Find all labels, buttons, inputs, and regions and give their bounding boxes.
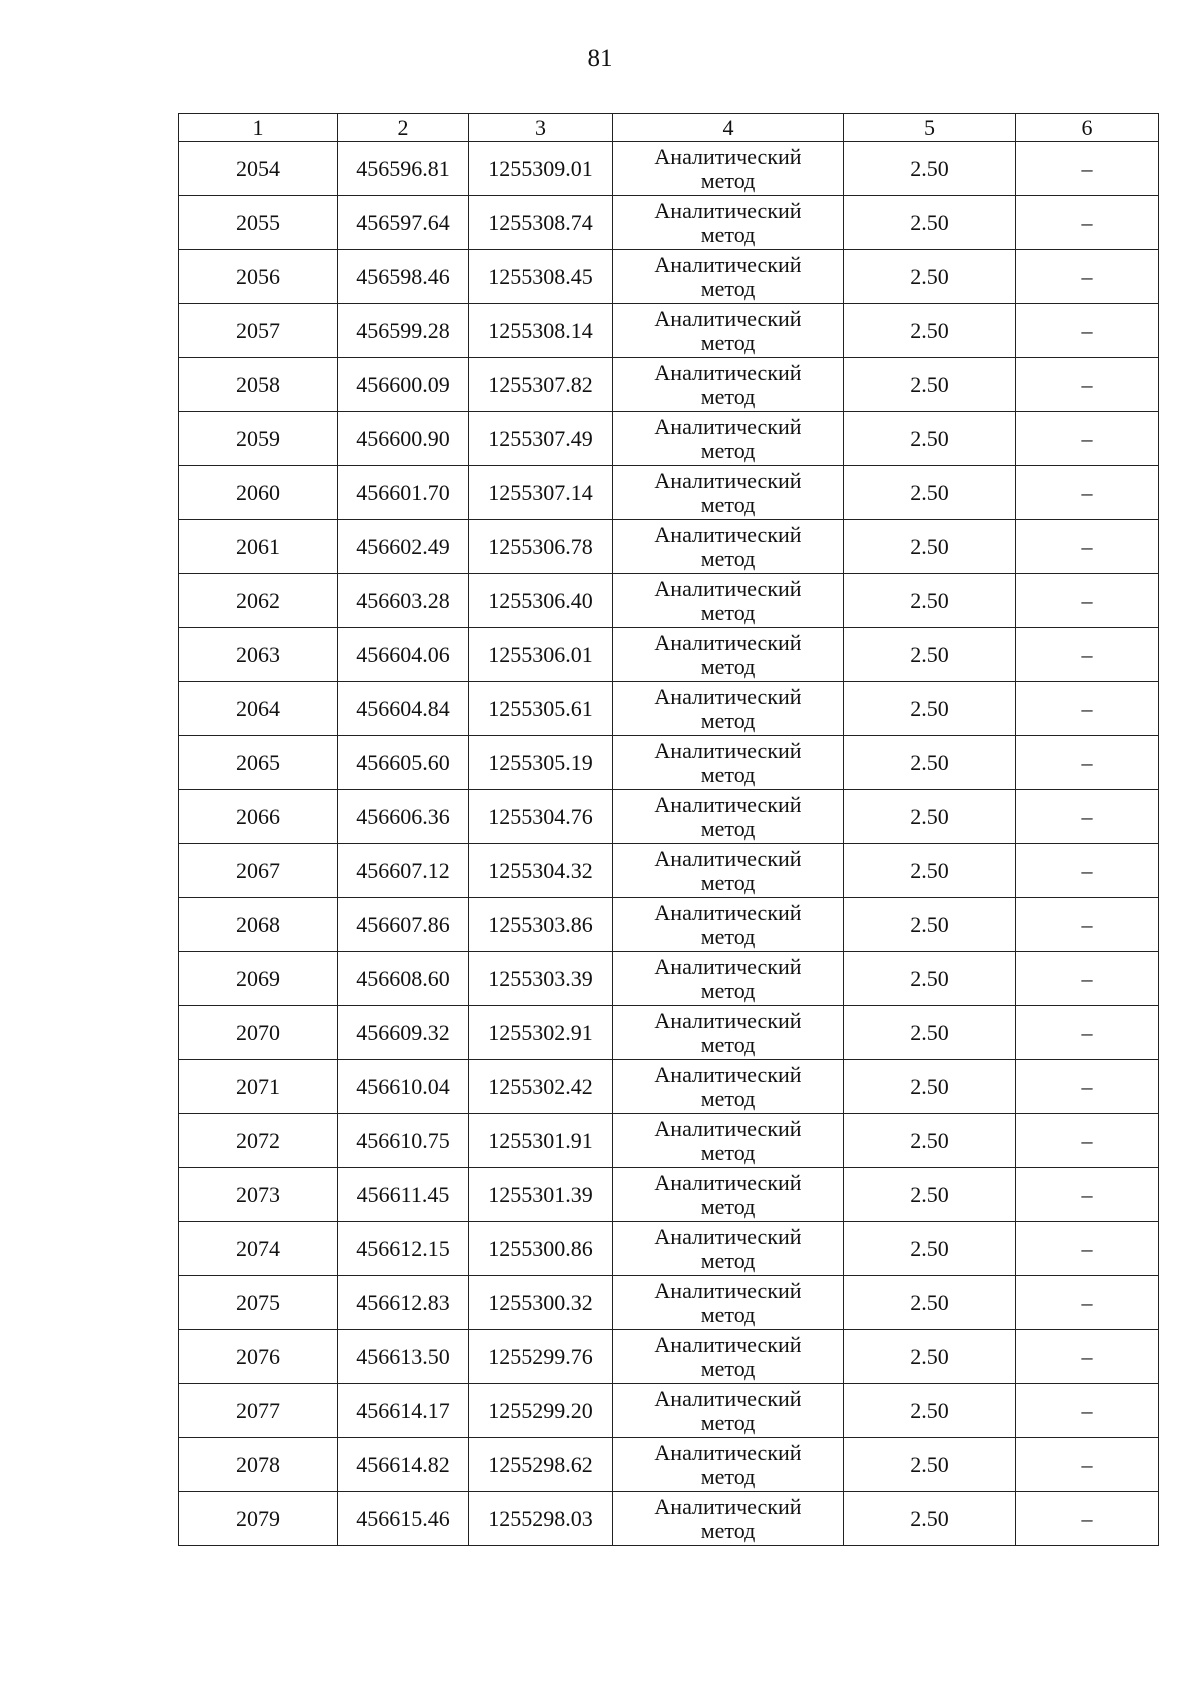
note-cell: –	[1016, 358, 1159, 412]
point-number-cell: 2074	[179, 1222, 338, 1276]
method-line-1: Аналитический	[654, 845, 802, 871]
method-line-1: Аналитический	[654, 1061, 802, 1087]
method-line-2: метод	[700, 1139, 756, 1165]
method-text	[654, 414, 801, 463]
method-line-2: метод	[700, 977, 756, 1003]
method-line-2: метод	[700, 275, 756, 301]
method-text	[654, 630, 801, 679]
method-line-1: Аналитический	[654, 467, 802, 493]
note-cell: –	[1016, 1222, 1159, 1276]
x-coordinate-cell: 456615.46	[338, 1492, 469, 1546]
note-cell: –	[1016, 1060, 1159, 1114]
note-cell: –	[1016, 196, 1159, 250]
y-coordinate-cell: 1255308.45	[469, 250, 613, 304]
point-number-cell: 2075	[179, 1276, 338, 1330]
method-line-1: Аналитический	[654, 521, 802, 547]
method-text	[654, 1008, 801, 1057]
method-cell	[613, 358, 844, 412]
method-text	[654, 576, 801, 625]
accuracy-value-cell: 2.50	[844, 1384, 1016, 1438]
method-cell	[613, 1330, 844, 1384]
header-cell-2: 2	[338, 114, 469, 142]
point-number-cell: 2069	[179, 952, 338, 1006]
method-text	[654, 1494, 801, 1543]
note-cell: –	[1016, 844, 1159, 898]
header-cell-1: 1	[179, 114, 338, 142]
x-coordinate-cell: 456604.84	[338, 682, 469, 736]
method-cell	[613, 682, 844, 736]
method-line-1: Аналитический	[654, 899, 802, 925]
method-line-1: Аналитический	[654, 359, 802, 385]
method-line-1: Аналитический	[654, 413, 802, 439]
note-cell: –	[1016, 1492, 1159, 1546]
y-coordinate-cell: 1255303.39	[469, 952, 613, 1006]
point-number-cell: 2070	[179, 1006, 338, 1060]
method-text	[654, 144, 801, 193]
point-number-cell: 2060	[179, 466, 338, 520]
y-coordinate-cell: 1255306.78	[469, 520, 613, 574]
y-coordinate-cell: 1255299.20	[469, 1384, 613, 1438]
method-line-1: Аналитический	[654, 305, 802, 331]
method-line-1: Аналитический	[654, 953, 802, 979]
point-number-cell: 2067	[179, 844, 338, 898]
table-row	[179, 466, 1159, 520]
point-number-cell: 2065	[179, 736, 338, 790]
x-coordinate-cell: 456597.64	[338, 196, 469, 250]
method-line-1: Аналитический	[654, 197, 802, 223]
accuracy-value-cell: 2.50	[844, 1330, 1016, 1384]
method-cell	[613, 1006, 844, 1060]
x-coordinate-cell: 456599.28	[338, 304, 469, 358]
method-line-1: Аналитический	[654, 575, 802, 601]
x-coordinate-cell: 456612.15	[338, 1222, 469, 1276]
method-line-1: Аналитический	[654, 1169, 802, 1195]
method-cell	[613, 790, 844, 844]
y-coordinate-cell: 1255305.19	[469, 736, 613, 790]
table-row	[179, 1222, 1159, 1276]
note-cell: –	[1016, 412, 1159, 466]
method-line-1: Аналитический	[654, 1439, 802, 1465]
accuracy-value-cell: 2.50	[844, 250, 1016, 304]
method-line-2: метод	[700, 383, 756, 409]
method-line-2: метод	[700, 815, 756, 841]
accuracy-value-cell: 2.50	[844, 790, 1016, 844]
method-cell	[613, 1222, 844, 1276]
method-line-2: метод	[700, 1463, 756, 1489]
method-text	[654, 1062, 801, 1111]
method-line-1: Аналитический	[654, 1007, 802, 1033]
x-coordinate-cell: 456611.45	[338, 1168, 469, 1222]
y-coordinate-cell: 1255306.40	[469, 574, 613, 628]
method-text	[654, 252, 801, 301]
point-number-cell: 2057	[179, 304, 338, 358]
note-cell: –	[1016, 1276, 1159, 1330]
method-line-1: Аналитический	[654, 1385, 802, 1411]
accuracy-value-cell: 2.50	[844, 1438, 1016, 1492]
method-text	[654, 792, 801, 841]
table-row	[179, 952, 1159, 1006]
accuracy-value-cell: 2.50	[844, 142, 1016, 196]
table-row	[179, 1384, 1159, 1438]
header-cell-6: 6	[1016, 114, 1159, 142]
x-coordinate-cell: 456602.49	[338, 520, 469, 574]
y-coordinate-cell: 1255304.32	[469, 844, 613, 898]
point-number-cell: 2059	[179, 412, 338, 466]
note-cell: –	[1016, 250, 1159, 304]
point-number-cell: 2058	[179, 358, 338, 412]
method-line-2: метод	[700, 707, 756, 733]
x-coordinate-cell: 456596.81	[338, 142, 469, 196]
accuracy-value-cell: 2.50	[844, 520, 1016, 574]
accuracy-value-cell: 2.50	[844, 412, 1016, 466]
table-row	[179, 358, 1159, 412]
method-line-2: метод	[700, 923, 756, 949]
y-coordinate-cell: 1255305.61	[469, 682, 613, 736]
header-row	[179, 114, 1159, 142]
method-cell	[613, 952, 844, 1006]
method-line-2: метод	[700, 491, 756, 517]
method-cell	[613, 1060, 844, 1114]
point-number-cell: 2073	[179, 1168, 338, 1222]
method-cell	[613, 736, 844, 790]
table-row	[179, 790, 1159, 844]
y-coordinate-cell: 1255302.42	[469, 1060, 613, 1114]
method-cell	[613, 898, 844, 952]
note-cell: –	[1016, 142, 1159, 196]
table-row	[179, 304, 1159, 358]
table-row	[179, 412, 1159, 466]
method-line-1: Аналитический	[654, 1223, 802, 1249]
method-text	[654, 1332, 801, 1381]
x-coordinate-cell: 456604.06	[338, 628, 469, 682]
table-row	[179, 196, 1159, 250]
note-cell: –	[1016, 520, 1159, 574]
method-text	[654, 1224, 801, 1273]
point-number-cell: 2077	[179, 1384, 338, 1438]
method-line-2: метод	[700, 1517, 756, 1543]
note-cell: –	[1016, 304, 1159, 358]
method-line-2: метод	[700, 1085, 756, 1111]
method-line-1: Аналитический	[654, 1493, 802, 1519]
method-line-2: метод	[700, 1247, 756, 1273]
method-line-2: метод	[700, 545, 756, 571]
table-row	[179, 844, 1159, 898]
method-line-1: Аналитический	[654, 143, 802, 169]
method-line-2: метод	[700, 761, 756, 787]
x-coordinate-cell: 456610.75	[338, 1114, 469, 1168]
point-number-cell: 2072	[179, 1114, 338, 1168]
method-cell	[613, 1492, 844, 1546]
method-text	[654, 1386, 801, 1435]
table-row	[179, 1330, 1159, 1384]
method-cell	[613, 574, 844, 628]
method-cell	[613, 196, 844, 250]
note-cell: –	[1016, 952, 1159, 1006]
note-cell: –	[1016, 1438, 1159, 1492]
method-line-2: метод	[700, 599, 756, 625]
method-cell	[613, 1384, 844, 1438]
point-number-cell: 2063	[179, 628, 338, 682]
x-coordinate-cell: 456607.86	[338, 898, 469, 952]
note-cell: –	[1016, 1330, 1159, 1384]
method-cell	[613, 1438, 844, 1492]
x-coordinate-cell: 456598.46	[338, 250, 469, 304]
method-cell	[613, 1114, 844, 1168]
method-cell	[613, 628, 844, 682]
point-number-cell: 2055	[179, 196, 338, 250]
note-cell: –	[1016, 736, 1159, 790]
table-row	[179, 1114, 1159, 1168]
y-coordinate-cell: 1255303.86	[469, 898, 613, 952]
accuracy-value-cell: 2.50	[844, 466, 1016, 520]
accuracy-value-cell: 2.50	[844, 736, 1016, 790]
point-number-cell: 2068	[179, 898, 338, 952]
y-coordinate-cell: 1255306.01	[469, 628, 613, 682]
note-cell: –	[1016, 628, 1159, 682]
table-row	[179, 898, 1159, 952]
y-coordinate-cell: 1255299.76	[469, 1330, 613, 1384]
accuracy-value-cell: 2.50	[844, 1114, 1016, 1168]
y-coordinate-cell: 1255308.74	[469, 196, 613, 250]
coordinates-table	[178, 113, 1159, 1546]
method-line-2: метод	[700, 437, 756, 463]
table-row	[179, 628, 1159, 682]
method-line-2: метод	[700, 167, 756, 193]
table-row	[179, 1492, 1159, 1546]
page-number: 81	[587, 45, 613, 72]
method-line-2: метод	[700, 1409, 756, 1435]
point-number-cell: 2079	[179, 1492, 338, 1546]
method-line-2: метод	[700, 221, 756, 247]
accuracy-value-cell: 2.50	[844, 898, 1016, 952]
method-text	[654, 1116, 801, 1165]
point-number-cell: 2078	[179, 1438, 338, 1492]
x-coordinate-cell: 456613.50	[338, 1330, 469, 1384]
method-cell	[613, 250, 844, 304]
method-cell	[613, 1168, 844, 1222]
y-coordinate-cell: 1255307.82	[469, 358, 613, 412]
header-cell-3: 3	[469, 114, 613, 142]
method-line-1: Аналитический	[654, 1277, 802, 1303]
x-coordinate-cell: 456614.82	[338, 1438, 469, 1492]
table-row	[179, 736, 1159, 790]
x-coordinate-cell: 456612.83	[338, 1276, 469, 1330]
note-cell: –	[1016, 1006, 1159, 1060]
method-text	[654, 198, 801, 247]
accuracy-value-cell: 2.50	[844, 574, 1016, 628]
table-row	[179, 1276, 1159, 1330]
method-text	[654, 900, 801, 949]
accuracy-value-cell: 2.50	[844, 844, 1016, 898]
accuracy-value-cell: 2.50	[844, 628, 1016, 682]
y-coordinate-cell: 1255308.14	[469, 304, 613, 358]
method-text	[654, 684, 801, 733]
method-line-2: метод	[700, 1355, 756, 1381]
accuracy-value-cell: 2.50	[844, 682, 1016, 736]
point-number-cell: 2062	[179, 574, 338, 628]
x-coordinate-cell: 456609.32	[338, 1006, 469, 1060]
table-row	[179, 1168, 1159, 1222]
point-number-cell: 2064	[179, 682, 338, 736]
y-coordinate-cell: 1255298.03	[469, 1492, 613, 1546]
method-text	[654, 846, 801, 895]
x-coordinate-cell: 456600.90	[338, 412, 469, 466]
point-number-cell: 2076	[179, 1330, 338, 1384]
method-text	[654, 1278, 801, 1327]
y-coordinate-cell: 1255309.01	[469, 142, 613, 196]
method-line-1: Аналитический	[654, 737, 802, 763]
method-cell	[613, 1276, 844, 1330]
accuracy-value-cell: 2.50	[844, 1222, 1016, 1276]
y-coordinate-cell: 1255301.39	[469, 1168, 613, 1222]
note-cell: –	[1016, 682, 1159, 736]
accuracy-value-cell: 2.50	[844, 304, 1016, 358]
table-row	[179, 574, 1159, 628]
y-coordinate-cell: 1255300.86	[469, 1222, 613, 1276]
accuracy-value-cell: 2.50	[844, 196, 1016, 250]
method-line-2: метод	[700, 869, 756, 895]
x-coordinate-cell: 456603.28	[338, 574, 469, 628]
x-coordinate-cell: 456607.12	[338, 844, 469, 898]
table-row	[179, 1006, 1159, 1060]
method-line-1: Аналитический	[654, 791, 802, 817]
y-coordinate-cell: 1255307.14	[469, 466, 613, 520]
y-coordinate-cell: 1255300.32	[469, 1276, 613, 1330]
method-line-2: метод	[700, 329, 756, 355]
method-text	[654, 360, 801, 409]
table-row	[179, 250, 1159, 304]
x-coordinate-cell: 456605.60	[338, 736, 469, 790]
point-number-cell: 2071	[179, 1060, 338, 1114]
method-cell	[613, 466, 844, 520]
table-row	[179, 1060, 1159, 1114]
accuracy-value-cell: 2.50	[844, 1276, 1016, 1330]
note-cell: –	[1016, 466, 1159, 520]
method-line-1: Аналитический	[654, 1115, 802, 1141]
method-text	[654, 468, 801, 517]
y-coordinate-cell: 1255298.62	[469, 1438, 613, 1492]
accuracy-value-cell: 2.50	[844, 1168, 1016, 1222]
x-coordinate-cell: 456610.04	[338, 1060, 469, 1114]
method-cell	[613, 412, 844, 466]
method-line-1: Аналитический	[654, 683, 802, 709]
accuracy-value-cell: 2.50	[844, 1006, 1016, 1060]
x-coordinate-cell: 456606.36	[338, 790, 469, 844]
table-row	[179, 520, 1159, 574]
point-number-cell: 2056	[179, 250, 338, 304]
note-cell: –	[1016, 1384, 1159, 1438]
note-cell: –	[1016, 898, 1159, 952]
y-coordinate-cell: 1255307.49	[469, 412, 613, 466]
method-line-2: метод	[700, 653, 756, 679]
method-cell	[613, 304, 844, 358]
accuracy-value-cell: 2.50	[844, 952, 1016, 1006]
table-row	[179, 682, 1159, 736]
table-body	[179, 142, 1159, 1546]
table-header	[179, 114, 1159, 142]
note-cell: –	[1016, 574, 1159, 628]
note-cell: –	[1016, 1168, 1159, 1222]
method-cell	[613, 520, 844, 574]
note-cell: –	[1016, 790, 1159, 844]
table-row	[179, 1438, 1159, 1492]
note-cell: –	[1016, 1114, 1159, 1168]
header-cell-4: 4	[613, 114, 844, 142]
method-text	[654, 306, 801, 355]
point-number-cell: 2061	[179, 520, 338, 574]
x-coordinate-cell: 456600.09	[338, 358, 469, 412]
method-text	[654, 1440, 801, 1489]
table-row	[179, 142, 1159, 196]
y-coordinate-cell: 1255301.91	[469, 1114, 613, 1168]
method-line-2: метод	[700, 1031, 756, 1057]
point-number-cell: 2054	[179, 142, 338, 196]
y-coordinate-cell: 1255304.76	[469, 790, 613, 844]
method-text	[654, 522, 801, 571]
x-coordinate-cell: 456614.17	[338, 1384, 469, 1438]
method-line-1: Аналитический	[654, 629, 802, 655]
method-line-1: Аналитический	[654, 251, 802, 277]
method-text	[654, 1170, 801, 1219]
method-line-2: метод	[700, 1193, 756, 1219]
method-cell	[613, 142, 844, 196]
method-line-1: Аналитический	[654, 1331, 802, 1357]
x-coordinate-cell: 456601.70	[338, 466, 469, 520]
accuracy-value-cell: 2.50	[844, 1060, 1016, 1114]
point-number-cell: 2066	[179, 790, 338, 844]
method-text	[654, 954, 801, 1003]
y-coordinate-cell: 1255302.91	[469, 1006, 613, 1060]
header-cell-5: 5	[844, 114, 1016, 142]
method-text	[654, 738, 801, 787]
method-line-2: метод	[700, 1301, 756, 1327]
x-coordinate-cell: 456608.60	[338, 952, 469, 1006]
method-cell	[613, 844, 844, 898]
accuracy-value-cell: 2.50	[844, 1492, 1016, 1546]
accuracy-value-cell: 2.50	[844, 358, 1016, 412]
